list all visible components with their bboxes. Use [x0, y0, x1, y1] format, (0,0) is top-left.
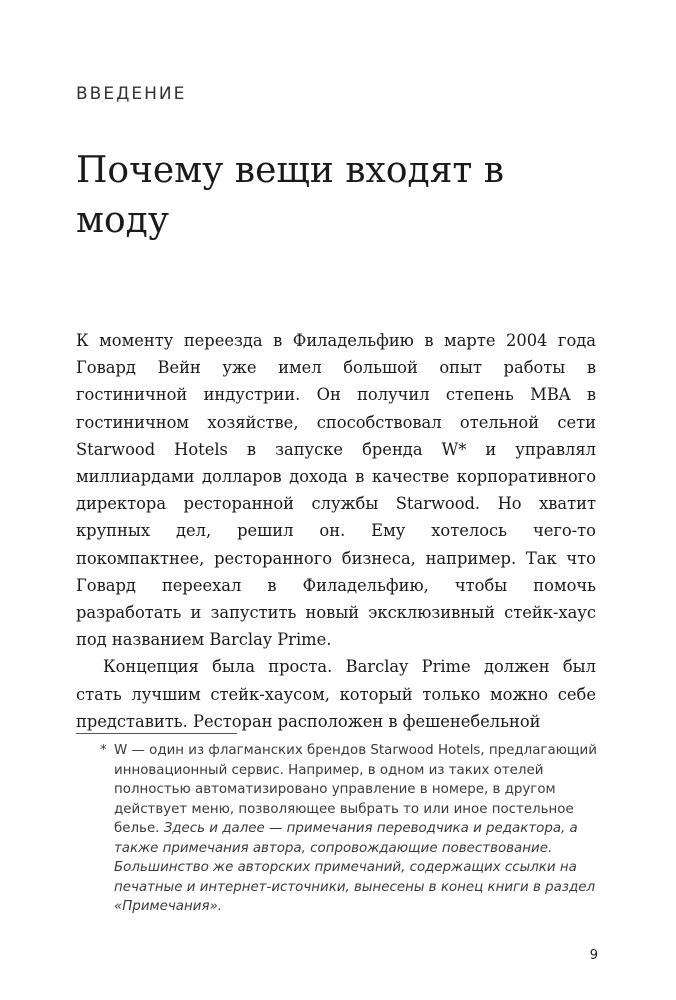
footnote-rule — [76, 733, 237, 734]
chapter-title: Почему вещи входят в моду — [76, 150, 505, 241]
section-label: ВВЕДЕНИЕ — [76, 84, 187, 104]
body-text — [76, 327, 596, 735]
page-number: 9 — [589, 948, 598, 963]
footnote-text — [100, 741, 598, 917]
footnote-text-italic: Здесь и далее — примечания переводчика и редактора, а также примечания автора, сопровождающие повествование. Большинство же авторских примечаний, содержащих ссылки на печатные и интернет-источники, вынесены в конец книги в раздел «Примечания». — [114, 821, 596, 914]
paragraph: К моменту переезда в Филадельфию в марте 2004 года Говард Вейн уже имел большой опыт работы в гостиничной индустрии. Он получил степень MBA в гостиничном хозяйстве, способствовал отельной сети Starwood Hotels в запуске бренда W* и управлял миллиардами долларов дохода в качестве корпоративного директора ресторанной службы Starwood. Но хватит крупных дел, решил он. Ему хотелось чего-то покомпактнее, ресторанного бизнеса, например. Так что Говард переехал в Филадельфию, чтобы помочь разработать и запустить новый эксклюзивный стейк-хаус под названием Barclay Prime. — [76, 331, 596, 650]
footnote-mark: * — [100, 743, 107, 758]
footnote — [100, 741, 598, 917]
paragraph: Концепция была проста. Barclay Prime должен был стать лучшим стейк-хаусом, который только можно себе представить. Ресторан расположен в фешенебельной — [76, 657, 596, 731]
footnote-text-regular: W — один из флагманских брендов Starwood Hotels, предлагающий инновационный сервис. Например, в одном из таких отелей полностью автоматизировано управление в номере, в другом действует меню, позволяющее выбрать то или иное постельное белье. — [114, 743, 597, 836]
